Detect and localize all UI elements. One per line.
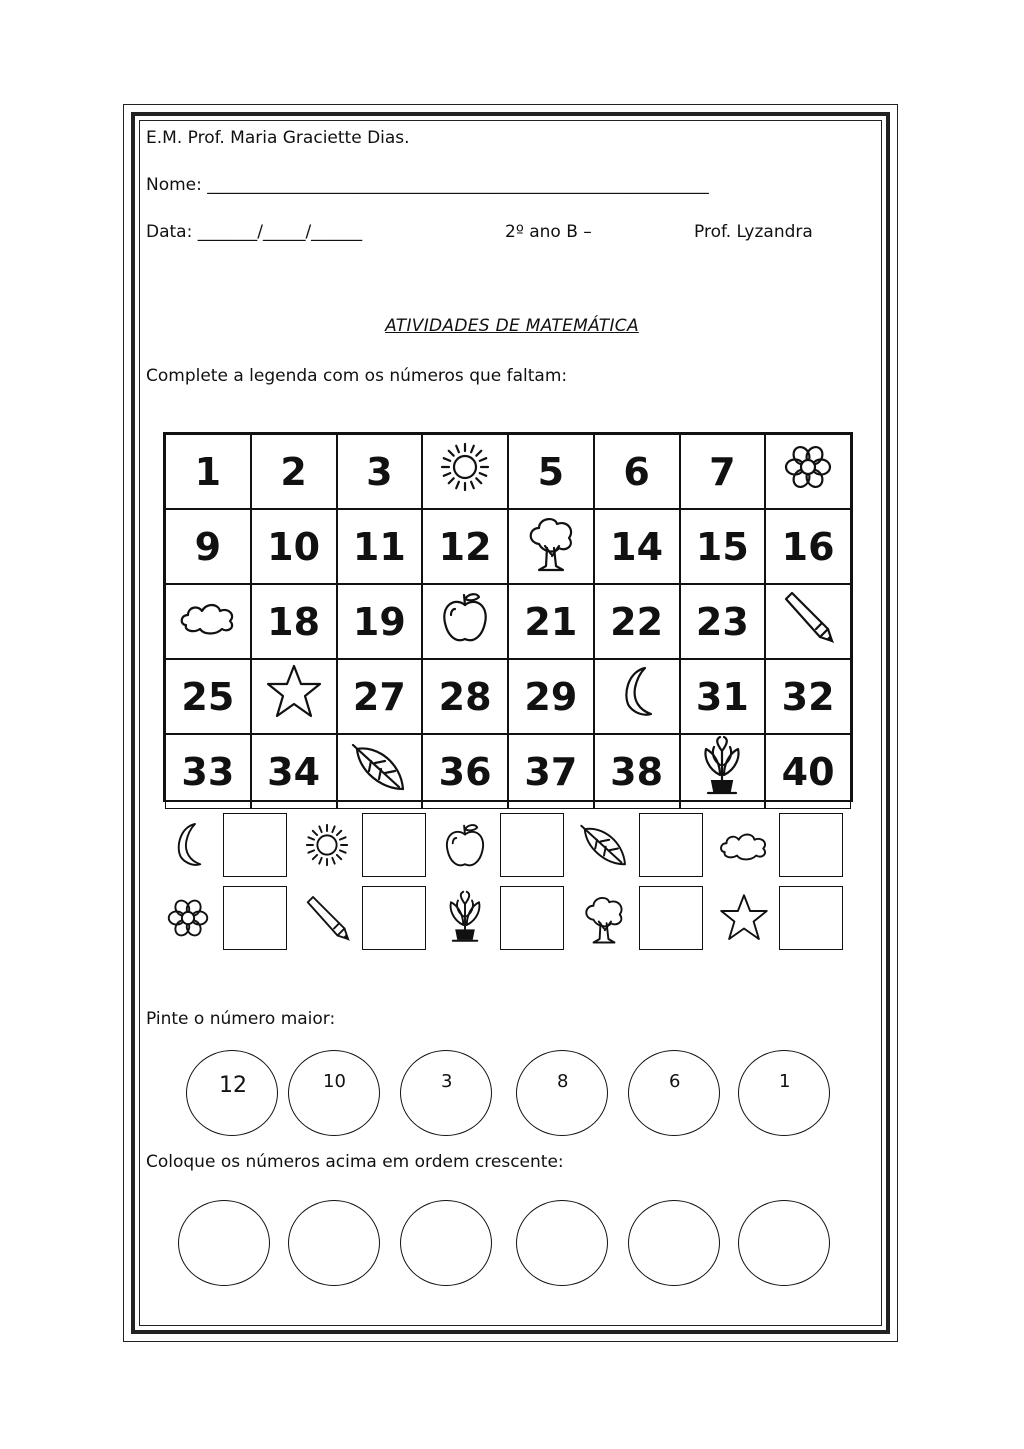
page-title: ATIVIDADES DE MATEMÁTICA bbox=[385, 316, 639, 336]
grid-cell-number: 2 bbox=[251, 434, 337, 509]
moon-icon bbox=[160, 817, 216, 873]
grid-cell-number: 40 bbox=[765, 734, 851, 809]
grid-cell-number: 25 bbox=[165, 659, 251, 734]
plant-icon bbox=[690, 735, 754, 808]
answer-circle[interactable] bbox=[628, 1200, 720, 1286]
leaf-icon bbox=[576, 817, 632, 873]
name-field[interactable]: Nome: ___________________________________________________________ bbox=[146, 175, 709, 195]
legend-answer-box[interactable] bbox=[500, 813, 564, 877]
grid-cell-number: 10 bbox=[251, 509, 337, 584]
number-circle[interactable] bbox=[288, 1050, 380, 1136]
legend-answer-box[interactable] bbox=[223, 813, 287, 877]
grid-cell-number: 5 bbox=[508, 434, 594, 509]
tree-icon bbox=[519, 510, 583, 583]
moon-icon bbox=[605, 660, 669, 733]
grid-cell-number: 22 bbox=[594, 584, 680, 659]
answer-circle[interactable] bbox=[400, 1200, 492, 1286]
grid-cell-pencil-icon bbox=[765, 584, 851, 659]
grid-cell-number: 34 bbox=[251, 734, 337, 809]
grid-cell-number: 9 bbox=[165, 509, 251, 584]
grid-cell-number: 23 bbox=[680, 584, 766, 659]
circle-number: 8 bbox=[557, 1071, 569, 1092]
grid-cell-number: 29 bbox=[508, 659, 594, 734]
school-name: E.M. Prof. Maria Graciette Dias. bbox=[146, 128, 410, 148]
sun-icon bbox=[433, 435, 497, 508]
apple-icon bbox=[433, 585, 497, 658]
class-label: 2º ano B – bbox=[505, 222, 592, 242]
plant-icon bbox=[437, 890, 493, 946]
grid-cell-flower-icon bbox=[765, 434, 851, 509]
grid-cell-apple-icon bbox=[422, 584, 508, 659]
grid-cell-number: 33 bbox=[165, 734, 251, 809]
circle-number: 10 bbox=[323, 1071, 346, 1092]
answer-circle[interactable] bbox=[516, 1200, 608, 1286]
grid-cell-number: 27 bbox=[337, 659, 423, 734]
legend-answer-box[interactable] bbox=[362, 886, 426, 950]
sun-icon bbox=[299, 817, 355, 873]
answer-circle[interactable] bbox=[288, 1200, 380, 1286]
grid-cell-moon-icon bbox=[594, 659, 680, 734]
grid-cell-leaf-icon bbox=[337, 734, 423, 809]
instruction-complete: Complete a legenda com os números que faltam: bbox=[146, 366, 568, 386]
grid-cell-number: 3 bbox=[337, 434, 423, 509]
legend-answer-box[interactable] bbox=[362, 813, 426, 877]
number-circle[interactable] bbox=[400, 1050, 492, 1136]
number-circle[interactable] bbox=[628, 1050, 720, 1136]
grid-cell-number: 15 bbox=[680, 509, 766, 584]
grid-cell-number: 12 bbox=[422, 509, 508, 584]
grid-cell-number: 7 bbox=[680, 434, 766, 509]
grid-cell-tree-icon bbox=[508, 509, 594, 584]
pencil-icon bbox=[776, 585, 840, 658]
grid-cell-number: 14 bbox=[594, 509, 680, 584]
cloud-icon bbox=[716, 817, 772, 873]
teacher-label: Prof. Lyzandra bbox=[694, 222, 813, 242]
circle-number: 3 bbox=[441, 1071, 453, 1092]
tree-icon bbox=[576, 890, 632, 946]
answer-circle[interactable] bbox=[178, 1200, 270, 1286]
number-circle[interactable] bbox=[516, 1050, 608, 1136]
legend-answer-box[interactable] bbox=[639, 886, 703, 950]
grid-cell-cloud-icon bbox=[165, 584, 251, 659]
legend-answer-box[interactable] bbox=[500, 886, 564, 950]
number-circle[interactable] bbox=[186, 1050, 278, 1136]
number-circle[interactable] bbox=[738, 1050, 830, 1136]
grid-cell-number: 36 bbox=[422, 734, 508, 809]
grid-cell-number: 1 bbox=[165, 434, 251, 509]
legend-answer-box[interactable] bbox=[223, 886, 287, 950]
grid-cell-number: 38 bbox=[594, 734, 680, 809]
grid-cell-plant-icon bbox=[680, 734, 766, 809]
flower-icon bbox=[160, 890, 216, 946]
grid-cell-number: 19 bbox=[337, 584, 423, 659]
cloud-icon bbox=[176, 585, 240, 658]
grid-cell-number: 32 bbox=[765, 659, 851, 734]
legend-answer-box[interactable] bbox=[639, 813, 703, 877]
instruction-paint: Pinte o número maior: bbox=[146, 1009, 336, 1029]
answer-circle[interactable] bbox=[738, 1200, 830, 1286]
circle-number: 6 bbox=[669, 1071, 681, 1092]
grid-cell-number: 6 bbox=[594, 434, 680, 509]
number-grid bbox=[163, 432, 853, 802]
date-field[interactable]: Data: _______/_____/______ bbox=[146, 222, 363, 242]
grid-cell-number: 11 bbox=[337, 509, 423, 584]
grid-cell-number: 37 bbox=[508, 734, 594, 809]
leaf-icon bbox=[347, 735, 411, 808]
apple-icon bbox=[437, 817, 493, 873]
circle-number: 12 bbox=[219, 1073, 247, 1098]
star-icon bbox=[262, 660, 326, 733]
grid-cell-number: 18 bbox=[251, 584, 337, 659]
grid-cell-star-icon bbox=[251, 659, 337, 734]
instruction-order: Coloque os números acima em ordem crescente: bbox=[146, 1152, 564, 1172]
legend-answer-box[interactable] bbox=[779, 813, 843, 877]
flower-icon bbox=[776, 435, 840, 508]
pencil-icon bbox=[299, 890, 355, 946]
grid-cell-sun-icon bbox=[422, 434, 508, 509]
grid-cell-number: 16 bbox=[765, 509, 851, 584]
grid-cell-number: 31 bbox=[680, 659, 766, 734]
legend-answer-box[interactable] bbox=[779, 886, 843, 950]
grid-cell-number: 21 bbox=[508, 584, 594, 659]
star-icon bbox=[716, 890, 772, 946]
grid-cell-number: 28 bbox=[422, 659, 508, 734]
circle-number: 1 bbox=[779, 1071, 791, 1092]
